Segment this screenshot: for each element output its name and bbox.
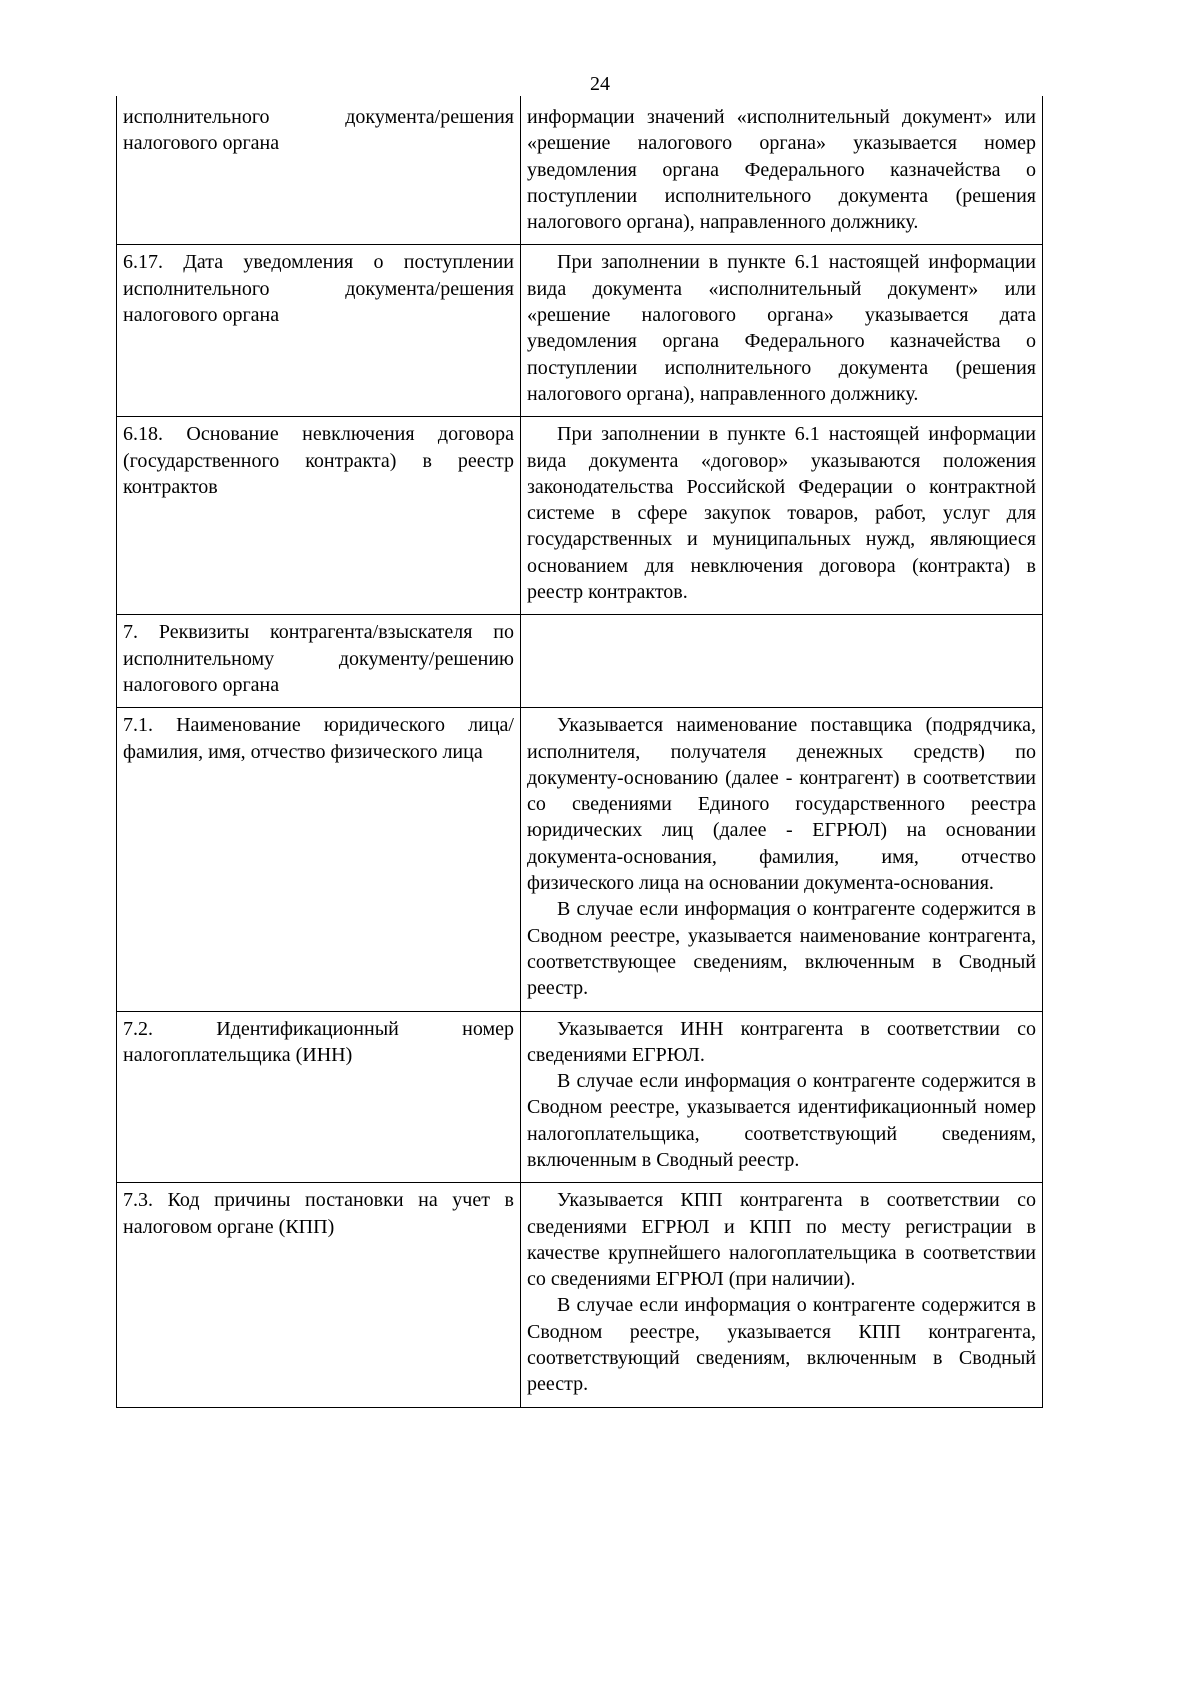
field-name-cell: 7.2. Идентификационный номер налогоплательщика (ИНН) <box>117 1011 521 1183</box>
field-name-cell: 6.17. Дата уведомления о поступлении исполнительного документа/решения налогового органа <box>117 245 521 417</box>
field-name-cell: 7.1. Наименование юридического лица/фамилия, имя, отчество физического лица <box>117 708 521 1011</box>
description-paragraph: В случае если информация о контрагенте содержится в Сводном реестре, указывается идентификационный номер налогоплательщика, соответствующий сведениям, включенным в Сводный реестр. <box>527 1070 1036 1171</box>
description-paragraph: Указывается ИНН контрагента в соответствии со сведениями ЕГРЮЛ. <box>527 1017 1036 1066</box>
description-paragraph: В случае если информация о контрагенте содержится в Сводном реестре, указывается КПП контрагента, соответствующий сведениям, включенным в Сводный реестр. <box>527 1294 1036 1396</box>
description-paragraph: информации значений «исполнительный документ» или «решение налогового органа» указывается номер уведомления органа Федерального казначейства о поступлении исполнительного документа (решения налогового органа), направленного должнику. <box>527 106 1036 234</box>
field-name-cell: 7.3. Код причины постановки на учет в налоговом органе (КПП) <box>117 1183 521 1407</box>
field-description-cell <box>521 417 1043 615</box>
section-heading-cell: 7. Реквизиты контрагента/взыскателя по исполнительному документу/решению налогового органа <box>117 615 521 708</box>
field-name-cell: исполнительного документа/решения налогового органа <box>117 96 521 245</box>
description-paragraph: В случае если информация о контрагенте содержится в Сводном реестре, указывается наименование контрагента, соответствующее сведениям, включенным в Сводный реестр. <box>527 898 1036 1000</box>
table-row <box>117 615 1043 708</box>
table-row <box>117 245 1043 417</box>
table-row <box>117 1183 1043 1407</box>
field-description-cell <box>521 1011 1043 1183</box>
empty-description-cell <box>521 615 1043 708</box>
description-paragraph: При заполнении в пункте 6.1 настоящей информации вида документа «договор» указываются положения законодательства Российской Федерации о контрактной системе в сфере закупок товаров, работ, услуг для государственных и муниципальных нужд, являющиеся основанием для невключения договора (контракта) в реестр контрактов. <box>527 423 1036 604</box>
table-row <box>117 1011 1043 1183</box>
page-number: 24 <box>590 73 610 95</box>
table-row <box>117 417 1043 615</box>
requisites-table <box>116 96 1043 1408</box>
field-description-cell <box>521 245 1043 417</box>
field-name-cell: 6.18. Основание невключения договора (государственного контракта) в реестр контрактов <box>117 417 521 615</box>
field-description-cell <box>521 708 1043 1011</box>
description-paragraph: При заполнении в пункте 6.1 настоящей информации вида документа «исполнительный документ» или «решение налогового органа» указывается дата уведомления органа Федерального казначейства о поступлении исполнительного документа (решения налогового органа), направленного должнику. <box>527 251 1036 405</box>
description-paragraph: Указывается наименование поставщика (подрядчика, исполнителя, получателя денежных средств) по документу-основанию (далее - контрагент) в соответствии со сведениями Единого государственного реестра юридических лиц (далее - ЕГРЮЛ) на основании документа-основания, фамилия, имя, отчество физического лица на основании документа-основания. <box>527 714 1036 895</box>
field-description-cell <box>521 96 1043 245</box>
table-row <box>117 96 1043 245</box>
field-description-cell <box>521 1183 1043 1407</box>
table-row <box>117 708 1043 1011</box>
description-paragraph: Указывается КПП контрагента в соответствии со сведениями ЕГРЮЛ и КПП по месту регистрации в качестве крупнейшего налогоплательщика в соответствии со сведениями ЕГРЮЛ (при наличии). <box>527 1189 1036 1291</box>
